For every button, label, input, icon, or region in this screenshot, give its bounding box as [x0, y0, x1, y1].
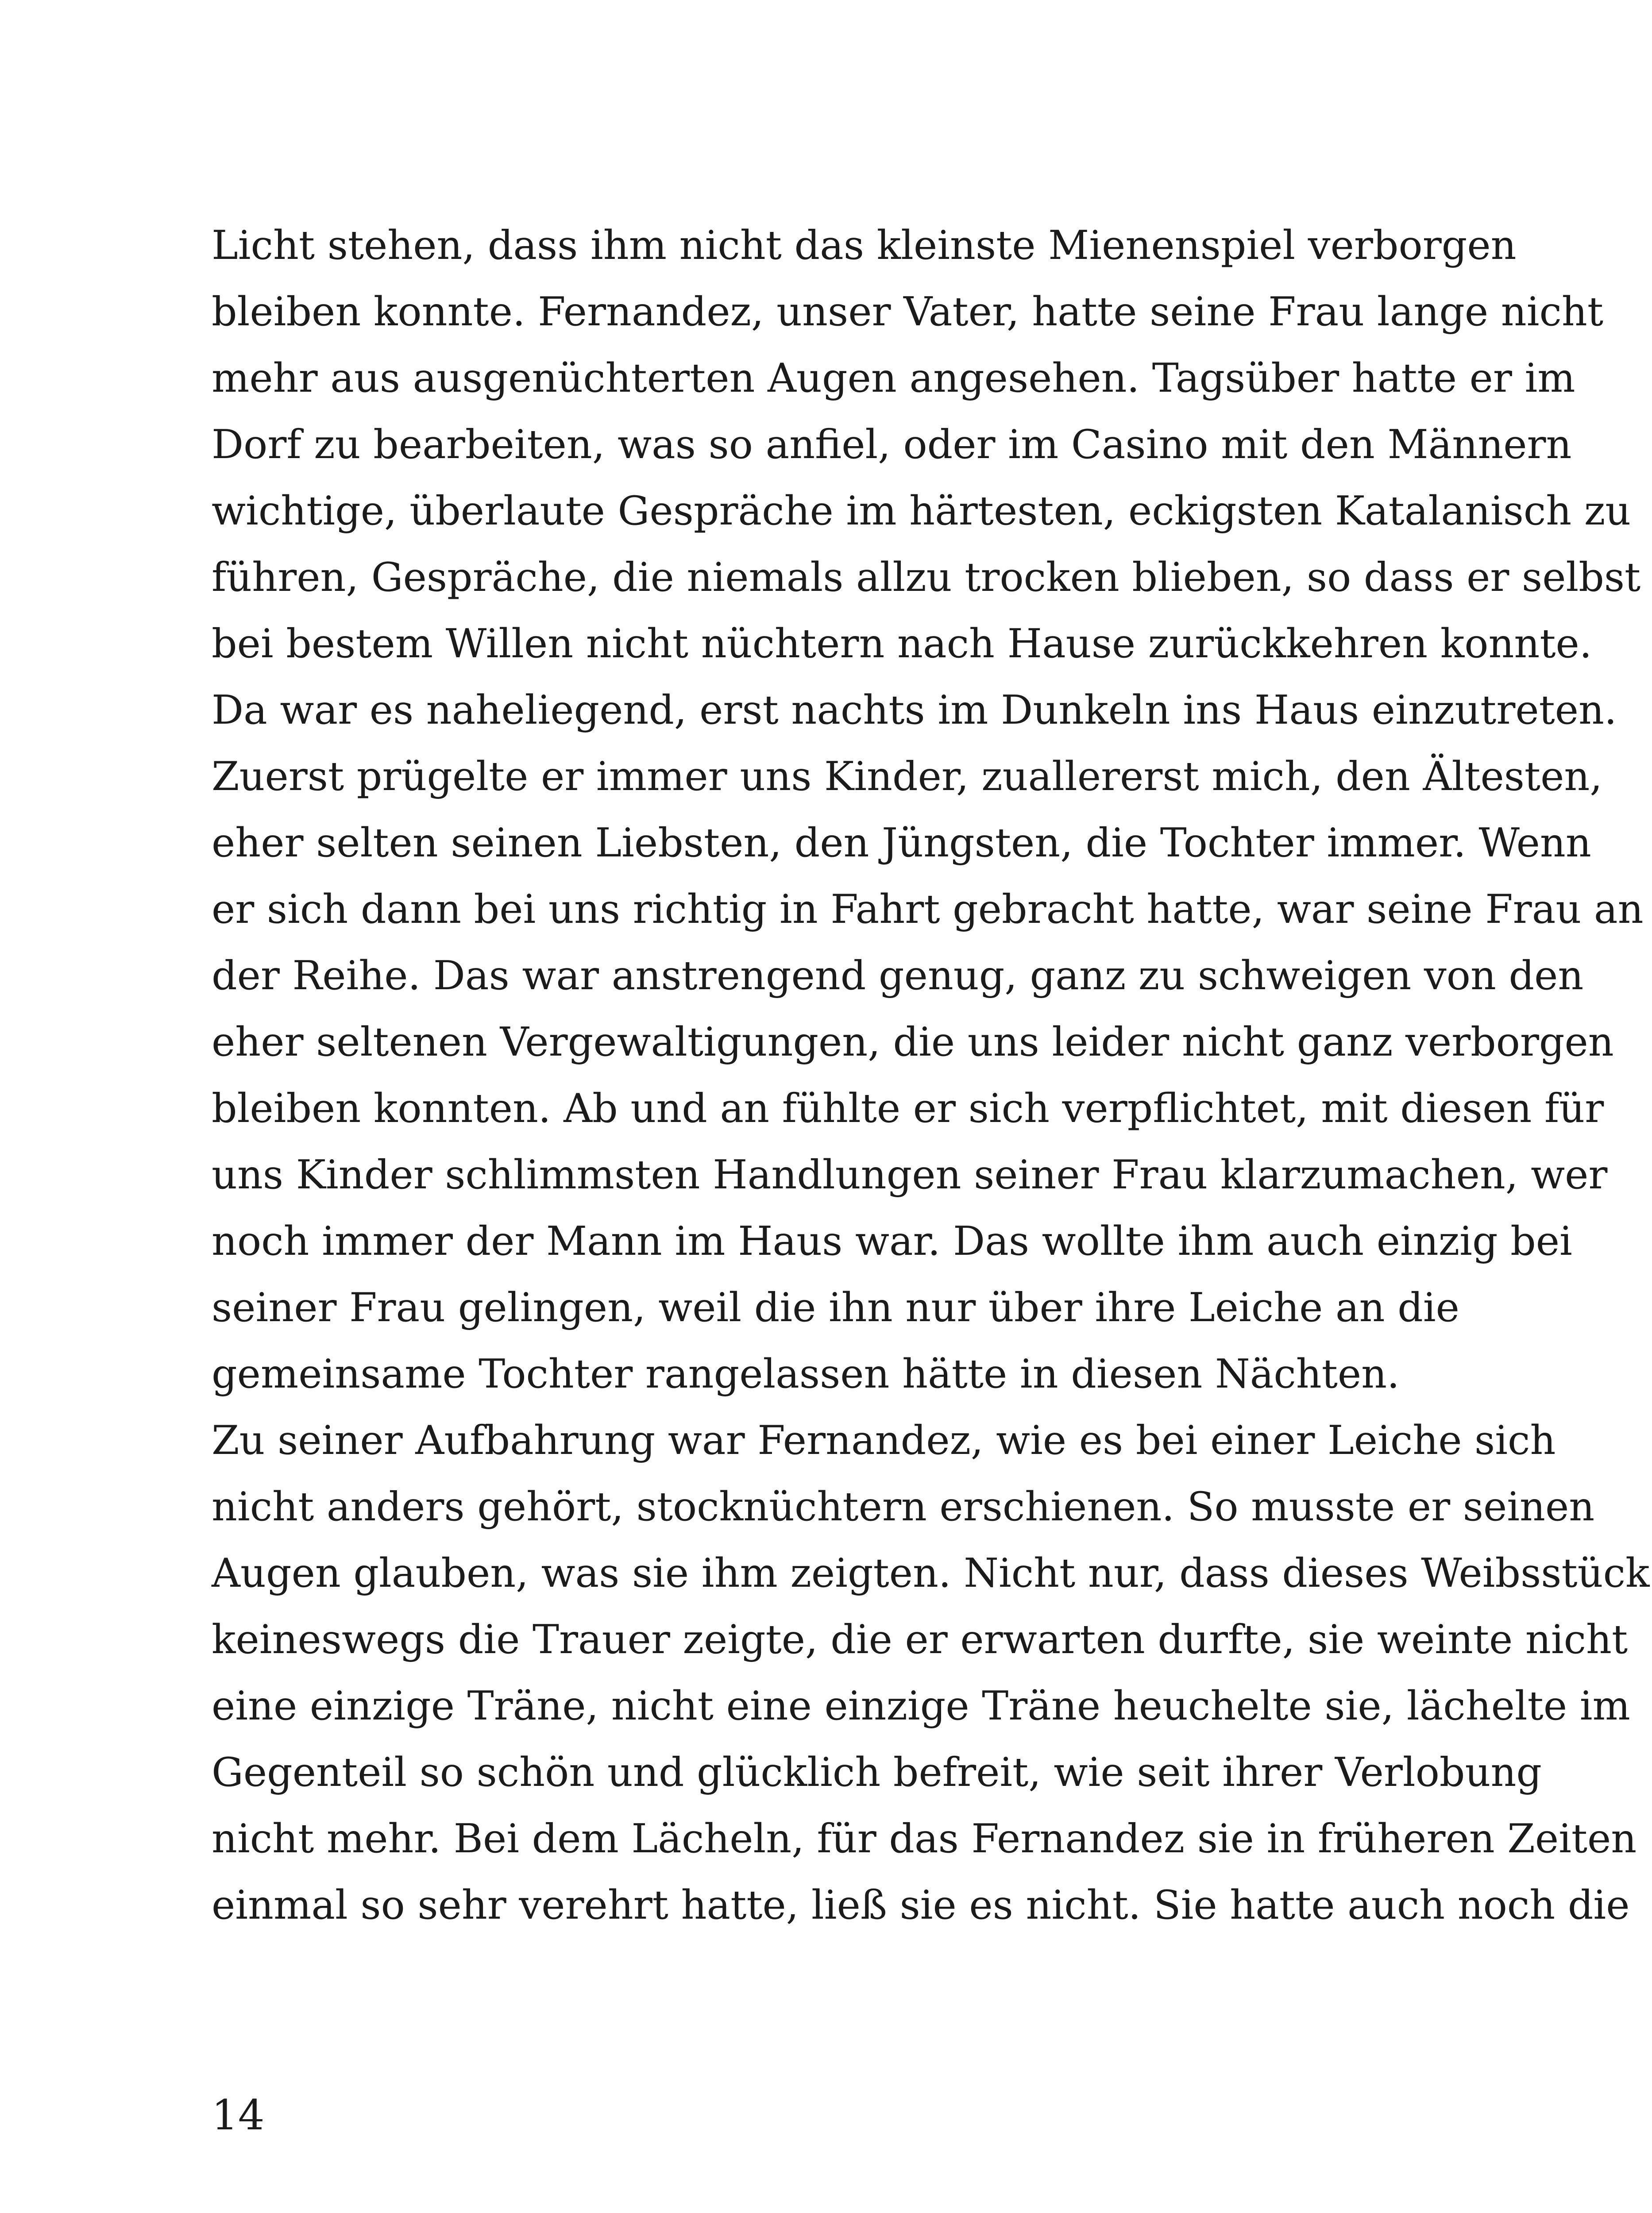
text-line: führen, Gespräche, die niemals allzu trocken blieben, so dass er selbst [212, 554, 1641, 601]
body-text [212, 212, 1650, 1939]
text-line: eher selten seinen Liebsten, den Jüngsten, die Tochter immer. Wenn [212, 820, 1591, 866]
text-line: eine einzige Träne, nicht eine einzige Träne heuchelte sie, lächelte im [212, 1683, 1630, 1729]
text-line: nicht anders gehört, stocknüchtern erschienen. So musste er seinen [212, 1484, 1595, 1530]
text-line: bleiben konnte. Fernandez, unser Vater, hatte seine Frau lange nicht [212, 289, 1604, 335]
text-line: der Reihe. Das war anstrengend genug, ganz zu schweigen von den [212, 952, 1584, 999]
text-line: Dorf zu bearbeiten, was so anfiel, oder im Casino mit den Männern [212, 421, 1572, 468]
text-line: Zu seiner Aufbahrung war Fernandez, wie es bei einer Leiche sich [212, 1417, 1556, 1464]
text-line: keineswegs die Trauer zeigte, die er erwarten durfte, sie weinte nicht [212, 1616, 1628, 1663]
text-line: nicht mehr. Bei dem Lächeln, für das Fernandez sie in früheren Zeiten [212, 1816, 1637, 1862]
text-line: bleiben konnten. Ab und an fühlte er sich verpflichtet, mit diesen für [212, 1085, 1604, 1132]
text-line: seiner Frau gelingen, weil die ihn nur über ihre Leiche an die [212, 1284, 1459, 1331]
text-line: Da war es naheliegend, erst nachts im Dunkeln ins Haus einzutreten. [212, 687, 1617, 733]
text-line: bei bestem Willen nicht nüchtern nach Hause zurückkehren konnte. [212, 621, 1592, 667]
page-number: 14 [212, 2091, 265, 2140]
text-line: Zuerst prügelte er immer uns Kinder, zuallererst mich, den Ältesten, [212, 753, 1602, 800]
text-line: eher seltenen Vergewaltigungen, die uns leider nicht ganz verborgen [212, 1019, 1614, 1065]
text-line: Gegenteil so schön und glücklich befreit, wie seit ihrer Verlobung [212, 1749, 1542, 1796]
text-line: Licht stehen, dass ihm nicht das kleinste Mienenspiel verborgen [212, 222, 1517, 269]
text-line: Augen glauben, was sie ihm zeigten. Nicht nur, dass dieses Weibsstück [212, 1550, 1650, 1596]
text-line: einmal so sehr verehrt hatte, ließ sie es nicht. Sie hatte auch noch die [212, 1882, 1630, 1928]
text-line: uns Kinder schlimmsten Handlungen seiner Frau klarzumachen, wer [212, 1152, 1608, 1198]
text-line: noch immer der Mann im Haus war. Das wollte ihm auch einzig bei [212, 1218, 1572, 1265]
text-line: er sich dann bei uns richtig in Fahrt gebracht hatte, war seine Frau an [212, 886, 1644, 933]
text-line: mehr aus ausgenüchterten Augen angesehen. Tagsüber hatte er im [212, 355, 1575, 401]
text-line: wichtige, überlaute Gespräche im härtesten, eckigsten Katalanisch zu [212, 488, 1631, 534]
text-line: gemeinsame Tochter rangelassen hätte in diesen Nächten. [212, 1351, 1400, 1397]
